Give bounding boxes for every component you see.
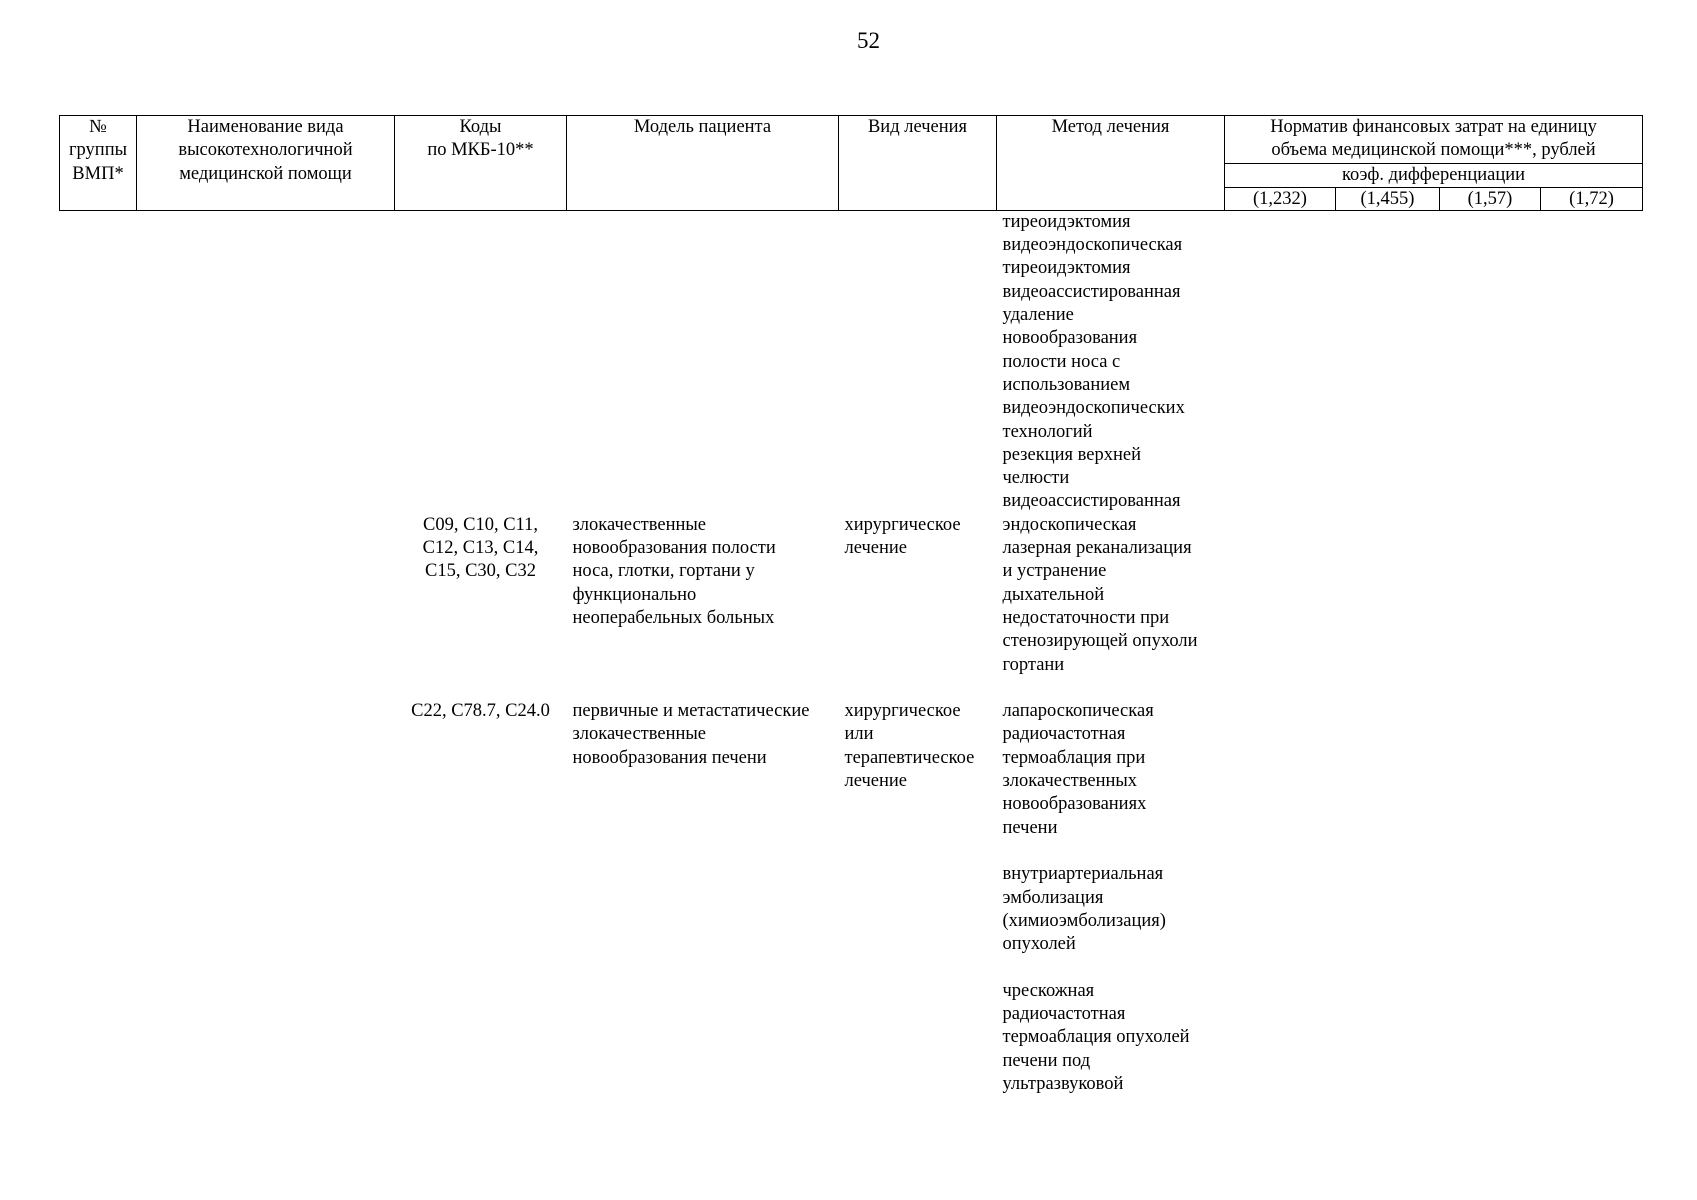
method-line: полости носа с [1002,351,1121,372]
method-line: печени [1002,817,1058,838]
model-line: новообразования полости [572,538,776,559]
method-line: лапароскопическая [1002,701,1154,722]
treatment-type-cell [839,514,997,677]
method-line: радиочастотная [1002,1003,1126,1024]
method-line: видеоэндоскопических [1002,398,1185,419]
method-block [1003,863,1219,956]
codes-cell [395,514,567,677]
treatment-line: или [844,724,874,745]
method-line: технологий [1002,421,1093,442]
method-line: внутриартериальная [1002,864,1164,885]
method-line: радиочастотная [1002,724,1126,745]
method-line: термоаблация при [1002,747,1146,768]
model-line: злокачественные [572,514,707,535]
patient-model-cell [567,700,839,1096]
method-line: тиреоидэктомия [1002,211,1131,232]
methods-cell [997,514,1225,677]
header-norm-line: объема медицинской помощи***, рублей [1271,140,1596,161]
model-line: носа, глотки, гортани у [572,561,755,582]
header-norm-line: Норматив финансовых затрат на единицу [1270,117,1597,137]
treatment-line: хирургическое [844,701,961,722]
table-row-continued [60,210,1643,513]
model-line: новообразования печени [572,747,767,768]
method-line: (химиоэмболизация) [1002,910,1166,931]
header-treatment-method: Метод лечения [997,116,1225,211]
method-line: термоаблация опухолей [1002,1027,1190,1048]
code-line: C15, C30, C32 [424,561,537,582]
model-line: неоперабельных больных [572,607,775,628]
method-block [1003,514,1219,677]
method-line: эндоскопическая [1002,514,1137,535]
method-line: видеоассистированная [1002,491,1181,512]
method-line: печени под [1002,1050,1091,1071]
method-block [1003,980,1219,1096]
method-line: дыхательной [1002,584,1105,605]
method-line: гортани [1002,654,1065,675]
header-vmp-name-line: медицинской помощи [179,163,352,184]
header-treatment-type: Вид лечения [839,116,997,211]
method-line: ультразвуковой [1002,1073,1124,1094]
header-norm [1225,116,1643,164]
treatment-line: терапевтическое [844,747,975,768]
method-line: удаление [1002,305,1074,326]
method-line: тиреоидэктомия [1002,258,1131,279]
model-line: злокачественные [572,724,707,745]
table-row [60,700,1643,1096]
method-line: недостаточности при [1002,607,1170,628]
methods-cell [997,700,1225,1096]
vmp-table [59,115,1643,1096]
header-codes [395,116,567,211]
header-group-no-line: ВМП* [72,163,124,184]
method-line: использованием [1002,374,1131,395]
method-line: челюсти [1002,468,1070,489]
header-group-no-line: № [89,117,107,137]
method-line: видеоассистированная [1002,281,1181,302]
header-group-no-line: группы [68,140,128,161]
header-coef-1: (1,232) [1225,187,1336,210]
code-line: C22, C78.7, C24.0 [411,701,550,722]
model-line: функционально [572,584,697,605]
treatment-line: хирургическое [844,514,961,535]
header-codes-line: Коды [459,117,502,137]
header-codes-line: по МКБ-10** [427,140,534,161]
method-line: чрескожная [1002,980,1095,1001]
treatment-line: лечение [844,771,908,792]
row-spacer [60,677,1643,700]
method-line: новообразования [1002,328,1138,349]
header-vmp-name-line: высокотехнологичной [178,140,353,161]
header-vmp-name [137,116,395,211]
method-line: злокачественных [1002,771,1138,792]
methods-cell [997,210,1225,513]
method-line: новообразованиях [1002,794,1147,815]
header-coef-4: (1,72) [1541,187,1643,210]
method-block [1003,700,1219,840]
table-row [60,514,1643,677]
treatment-line: лечение [844,538,908,559]
model-line: первичные и метастатические [572,701,810,722]
method-line: резекция верхней [1002,444,1141,465]
method-line: и устранение [1002,561,1107,582]
code-line: C09, C10, C11, [423,514,538,535]
header-patient-model: Модель пациента [567,116,839,211]
patient-model-cell [567,514,839,677]
method-line: опухолей [1002,934,1076,955]
header-coef-2: (1,455) [1336,187,1440,210]
header-vmp-name-line: Наименование вида [187,117,344,137]
header-group-no [60,116,137,211]
method-line: стенозирующей опухоли [1002,631,1198,652]
method-line: эмболизация [1002,887,1104,908]
method-line: лазерная реканализация [1002,538,1192,559]
codes-cell [395,700,567,1096]
header-coef: коэф. дифференциации [1225,163,1643,187]
header-coef-3: (1,57) [1440,187,1541,210]
page-number: 52 [857,28,880,53]
method-line: видеоэндоскопическая [1002,235,1183,256]
code-line: C12, C13, C14, [422,538,539,559]
treatment-type-cell [839,700,997,1096]
